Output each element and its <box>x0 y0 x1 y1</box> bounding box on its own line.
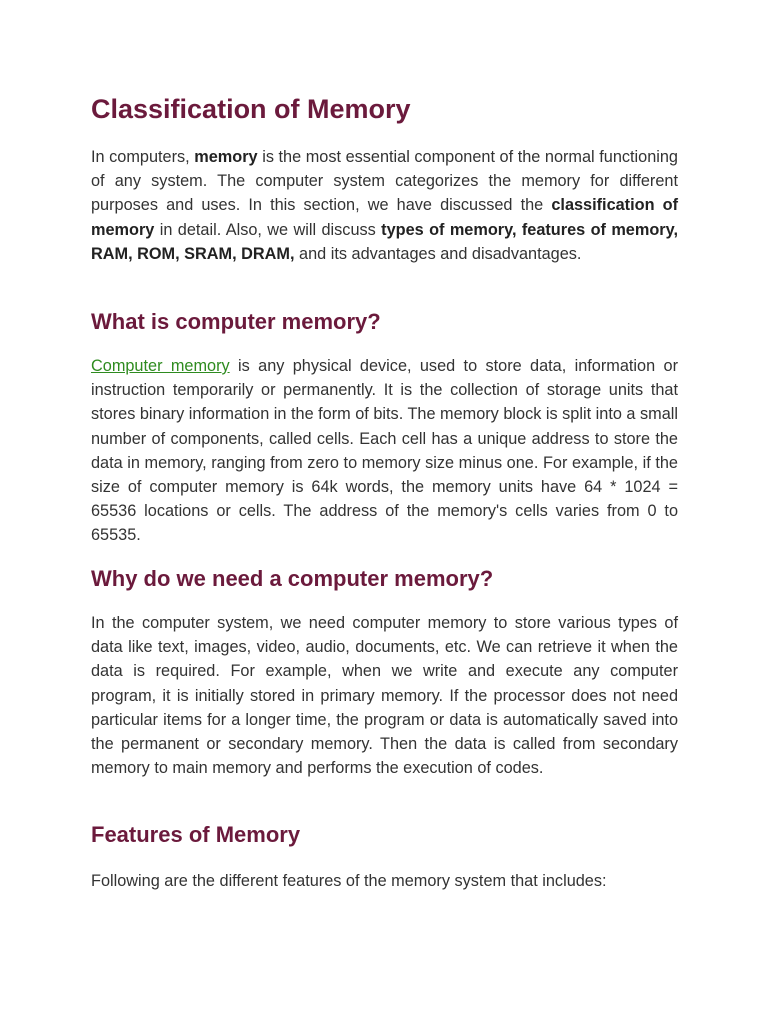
computer-memory-link[interactable]: Computer memory <box>91 357 230 375</box>
intro-text-1: In computers, <box>91 148 195 166</box>
section-paragraph-features: Following are the different features of the memory system that includes: <box>91 872 607 890</box>
intro-bold-classification: classification of memory <box>91 196 678 239</box>
section-paragraph-what-is-memory <box>91 354 678 548</box>
section-paragraph-why-need-memory: In the computer system, we need computer memory to store various types of data like text, images, video, audio, documents, etc. We can retrieve it when the data is required. For example, when we write and execute any computer program, it is initially stored in primary memory. If the processor does not need particular items for a longer time, the program or data is automatically saved into the permanent or secondary memory. Then the data is called from secondary memory to main memory and performs the execution of codes. <box>91 614 678 778</box>
intro-bold-types: types of memory, features of memory, RAM, ROM, SRAM, DRAM, <box>91 220 678 263</box>
section-heading-why-need-memory: Why do we need a computer memory? <box>91 566 494 591</box>
section1-text: is any physical device, used to store data, information or instruction temporarily or permanently. It is the collection of storage units that stores binary information in the form of bits. The memory block is split into a small number of components, called cells. Each cell has a unique address to store the data in memory, ranging from zero to memory size minus one. For example, if the size of computer memory is 64k words, the memory units have 64 * 1024 = 65536 locations or cells. The address of the memory's cells varies from 0 to 65535. <box>91 357 678 545</box>
intro-paragraph <box>91 145 678 266</box>
intro-text-4: and its advantages and disadvantages. <box>294 244 582 263</box>
intro-bold-memory: memory <box>194 148 258 166</box>
section-heading-what-is-memory: What is computer memory? <box>91 309 381 334</box>
intro-text-2: is the most essential component of the normal functioning of any system. The computer system categorizes the memory for different purposes and uses. In this section, we have discussed the <box>91 148 678 215</box>
page-title: Classification of Memory <box>91 94 411 124</box>
intro-text-3: in detail. Also, we will discuss <box>154 220 382 239</box>
section-heading-features: Features of Memory <box>91 822 301 847</box>
